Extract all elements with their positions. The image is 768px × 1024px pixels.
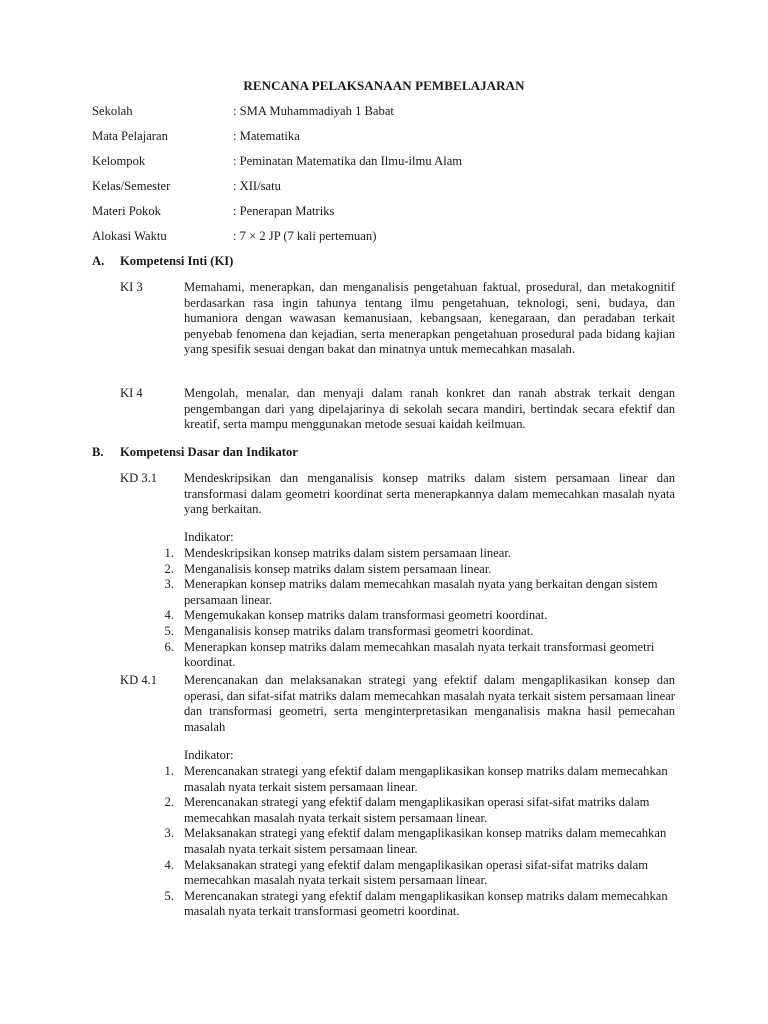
meta-key: Alokasi Waktu [92, 229, 167, 243]
list-item [150, 795, 675, 826]
document-title: RENCANA PELAKSANAAN PEMBELAJARAN [243, 78, 525, 93]
ki-code: KI 3 [120, 280, 143, 294]
meta-value: : Peminatan Matematika dan Ilmu-ilmu Alam [233, 154, 463, 168]
meta-value: : Penerapan Matriks [233, 204, 335, 218]
kd-code: KD 3.1 [120, 471, 158, 485]
ki-text: Mengolah, menalar, dan menyaji dalam ranah konkret dan ranah abstrak terkait dengan pengembangan dari yang dipelajarinya di sekolah secara mandiri, bertindak secara efektif dan kreatif, serta mampu menggunakan metode sesuai kaidah keilmuan. [184, 386, 675, 432]
meta-key: Kelas/Semester [92, 179, 171, 193]
kd-3-1-block [120, 471, 675, 518]
meta-key: Kelompok [92, 154, 146, 168]
list-text: Menganalisis konsep matriks dalam sistem persamaan linear. [184, 561, 492, 576]
section-letter: B. [92, 445, 104, 459]
meta-key: Mata Pelajaran [92, 129, 168, 143]
list-item [150, 624, 675, 640]
kd-4-1-indikator-list [150, 764, 675, 920]
list-text: Merencanakan strategi yang efektif dalam mengaplikasikan konsep matriks dalam memecahkan masalah nyata terkait sistem persamaan linear. [184, 764, 668, 794]
list-number: 2. [164, 795, 174, 810]
list-number: 3. [164, 577, 174, 592]
section-title: Kompetensi Dasar dan Indikator [120, 445, 298, 459]
ki-3-block [120, 280, 675, 358]
list-text: Menganalisis konsep matriks dalam transformasi geometri koordinat. [184, 623, 534, 638]
section-b-heading [92, 445, 298, 461]
list-number: 6. [164, 639, 174, 654]
list-item [150, 562, 675, 578]
list-number: 5. [164, 888, 174, 903]
list-number: 5. [164, 623, 174, 638]
kd-4-1-block [120, 673, 675, 735]
list-number: 1. [164, 546, 174, 560]
section-letter: A. [92, 254, 105, 268]
list-item [150, 546, 675, 562]
list-text: Mendeskripsikan konsep matriks dalam sistem persamaan linear. [184, 546, 512, 560]
list-item [150, 608, 675, 624]
list-text: Menerapkan konsep matriks dalam memecahkan masalah nyata yang berkaitan dengan sistem persamaan linear. [184, 577, 658, 607]
list-item [150, 764, 675, 795]
kd-code: KD 4.1 [120, 673, 158, 687]
meta-value: : 7 × 2 JP (7 kali pertemuan) [233, 229, 377, 243]
kd-text: Mendeskripsikan dan menganalisis konsep matriks dalam sistem persamaan linear dan transformasi dalam geometri koordinat serta menerapkannya dalam memecahkan masalah nyata yang berkaitan. [184, 471, 675, 517]
list-item [150, 826, 675, 857]
list-text: Melaksanakan strategi yang efektif dalam mengaplikasikan operasi sifat-sifat matriks dalam memecahkan masalah nyata terkait sistem persamaan linear. [184, 857, 649, 888]
meta-key: Sekolah [92, 104, 133, 118]
section-a-heading [92, 254, 233, 270]
list-item [150, 640, 675, 671]
list-text: Melaksanakan strategi yang efektif dalam mengaplikasikan konsep matriks dalam memecahkan masalah nyata terkait sistem persamaan linear. [184, 826, 667, 856]
meta-value: : XII/satu [233, 179, 281, 193]
list-text: Menerapkan konsep matriks dalam memecahkan masalah nyata terkait transformasi geometri koordinat. [184, 639, 655, 670]
meta-key: Materi Pokok [92, 204, 161, 218]
list-text: Merencanakan strategi yang efektif dalam mengaplikasikan operasi sifat-sifat matriks dalam memecahkan masalah nyata terkait sistem persamaan linear. [184, 795, 650, 825]
list-item [150, 889, 675, 920]
section-title: Kompetensi Inti (KI) [120, 254, 234, 268]
ki-4-block [120, 386, 675, 433]
indikator-label: Indikator: [184, 748, 234, 762]
list-number: 3. [164, 826, 174, 841]
kd-3-1-indikator-list [150, 546, 675, 671]
list-number: 1. [164, 764, 174, 778]
list-text: Merencanakan strategi yang efektif dalam mengaplikasikan konsep matriks dalam memecahkan masalah nyata terkait transformasi geometri koordinat. [184, 888, 668, 919]
ki-code: KI 4 [120, 386, 143, 400]
list-number: 2. [164, 561, 174, 576]
list-number: 4. [164, 857, 174, 872]
list-item [150, 577, 675, 608]
meta-value: : SMA Muhammadiyah 1 Babat [233, 104, 394, 118]
list-text: Mengemukakan konsep matriks dalam transformasi geometri koordinat. [184, 608, 548, 623]
indikator-label: Indikator: [184, 530, 234, 544]
list-number: 4. [164, 608, 174, 623]
kd-text: Merencanakan dan melaksanakan strategi yang efektif dalam mengaplikasikan konsep dan operasi, dan sifat-sifat matriks dalam memecahkan masalah nyata terkait sistem persamaan linear dan transformasi geometri, serta menginterpretasikan menganalisis makna hasil pemecahan masalah [184, 673, 675, 734]
ki-text: Memahami, menerapkan, dan menganalisis pengetahuan faktual, prosedural, dan metakognitif berdasarkan rasa ingin tahunya tentang ilmu pengetahuan, teknologi, seni, budaya, dan humaniora dengan wawasan kemanusiaan, kebangsaan, kenegaraan, dan peradaban terkait penyebab fenomena dan kejadian, serta menerapkan pengetahuan prosedural pada bidang kajian yang spesifik sesuai dengan bakat dan minatnya untuk memecahkan masalah. [184, 280, 675, 357]
meta-value: : Matematika [233, 129, 300, 143]
list-item [150, 858, 675, 889]
